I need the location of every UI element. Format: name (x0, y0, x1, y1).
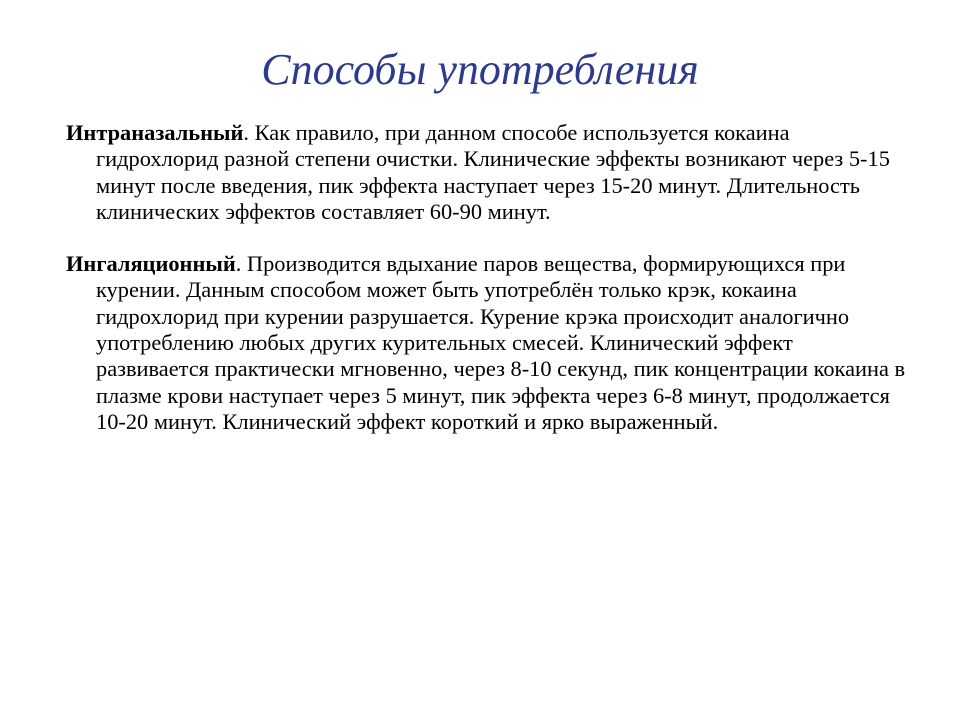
term-intranasal: Интраназальный (66, 120, 244, 145)
slide-content (66, 120, 906, 461)
paragraph-inhalation (66, 251, 906, 435)
slide-title: Способы употребления (261, 45, 699, 94)
text-intranasal: . Как правило, при данном способе используется кокаина гидрохлорид разной степени очистки. Клинические эффекты возникают через 5-15 минут после введения, пик эффекта наступает через 15-20 минут. Длительность клинических эффектов составляет 60-90 минут. (96, 120, 890, 224)
text-inhalation: . Производится вдыхание паров вещества, формирующихся при курении. Данным способом может быть употреблён только крэк, кокаина гидрохлорид при курении разрушается. Курение крэка происходит аналогично употреблению любых других курительных смесей. Клинический эффект развивается практически мгновенно, через 8-10 секунд, пик концентрации кокаина в плазме крови наступает через 5 минут, пик эффекта через 6-8 минут, продолжается 10-20 минут. Клинический эффект короткий и ярко выраженный. (96, 251, 906, 434)
term-inhalation: Ингаляционный (66, 251, 236, 277)
paragraph-intranasal (66, 120, 906, 225)
